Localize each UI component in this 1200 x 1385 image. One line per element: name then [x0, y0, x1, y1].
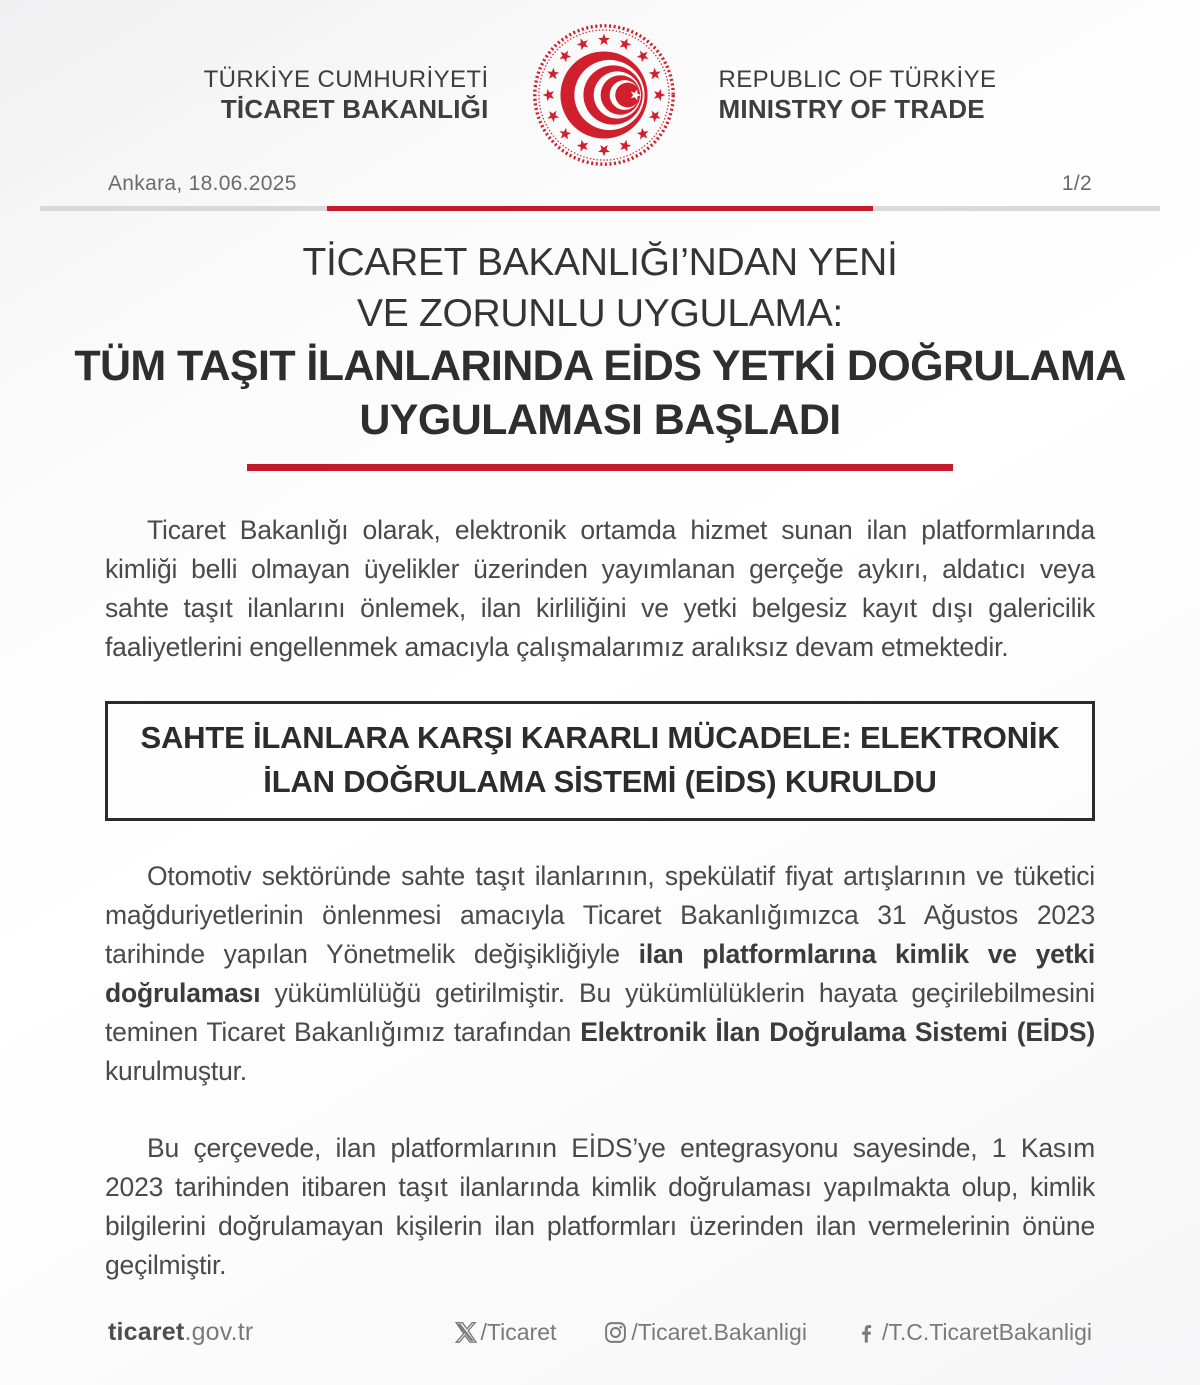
social-facebook	[855, 1319, 1092, 1346]
headline-line1: TİCARET BAKANLIĞI’NDAN YENİ	[302, 241, 898, 284]
org-name-turkish	[204, 65, 489, 126]
org-left-line1: TÜRKİYE CUMHURİYETİ	[203, 65, 489, 93]
paragraph-2-text: Otomotiv sektöründe sahte taşıt ilanlarının, spekülatif fiyat artışlarının ve tüketici mağduriyetlerinin önlenmesi amacıyla Ticaret Bakanlığımızca 31 Ağustos 2023 tarihinde yapılan Yönetmelik değişikliğiyle	[105, 861, 1095, 969]
headline	[0, 237, 1200, 447]
headline-line2: VE ZORUNLU UYGULAMA:	[357, 292, 843, 336]
paragraph-2-text: kurulmuştur.	[105, 1055, 247, 1086]
page-indicator: 1/2	[1061, 172, 1092, 195]
section-heading: SAHTE İLANLARA KARŞI KARARLI MÜCADELE: ELEKTRONİK İLAN DOĞRULAMA SİSTEMİ (EİDS) KURULDU	[140, 720, 1060, 799]
dateline: Ankara, 18.06.2025	[108, 172, 297, 195]
header-divider	[40, 206, 1160, 211]
x-icon	[454, 1321, 477, 1344]
social-instagram	[604, 1319, 807, 1346]
org-left-line2: TİCARET BAKANLIĞI	[220, 93, 489, 124]
paragraph-2-bold-2: Elektronik İlan Doğrulama Sistemi (EİDS)	[580, 1016, 1095, 1047]
paragraph-2-bold-1: ilan platformlarına kimlik ve yetki doğrulaması	[105, 938, 1095, 1008]
paragraph-2-text: yükümlülüğü getirilmiştir. Bu yükümlülüklerin hayata geçirilebilmesini teminen Ticaret Bakanlığımız tarafından	[105, 977, 1095, 1047]
org-name-english	[719, 65, 997, 126]
instagram-icon	[604, 1321, 627, 1344]
website-url-bold: ticaret	[108, 1318, 185, 1346]
social-instagram-handle: /Ticaret.Bakanligi	[631, 1319, 807, 1345]
org-right-line2: MINISTRY OF TRADE	[718, 93, 985, 124]
header-divider-accent	[327, 206, 873, 211]
body-content	[105, 471, 1095, 1284]
social-facebook-handle: /T.C.TicaretBakanligi	[881, 1319, 1092, 1345]
social-handles	[454, 1319, 1092, 1346]
paragraph-2	[105, 857, 1095, 1091]
website-url	[108, 1318, 253, 1347]
social-x-handle: /Ticaret	[480, 1319, 557, 1345]
headline-underline	[247, 464, 953, 471]
headline-line4: UYGULAMASI BAŞLADI	[359, 395, 841, 444]
facebook-icon	[855, 1321, 878, 1344]
meta-row	[108, 172, 1092, 196]
paragraph-1: Ticaret Bakanlığı olarak, elektronik ortamda hizmet sunan ilan platformlarında kimliği belli olmayan üyelikler üzerinden yayımlanan gerçeğe aykırı, aldatıcı veya sahte taşıt ilanlarını önlemek, ilan kirliliğini ve yetki belgesiz kayıt dışı galericilik faaliyetlerini engellenmek amacıyla çalışmalarımız aralıksız devam etmektedir.	[105, 515, 1095, 663]
social-x	[454, 1319, 557, 1346]
paragraph-3: Bu çerçevede, ilan platformlarının EİDS’ye entegrasyonu sayesinde, 1 Kasım 2023 tarihinden itibaren taşıt ilanlarında kimlik doğrulaması yapılmakta olup, kimlik bilgilerini doğrulamayan kişilerin ilan platformları üzerinden ilan vermelerinin önüne geçilmiştir.	[105, 1132, 1095, 1280]
section-heading-box	[105, 701, 1095, 821]
org-right-line1: REPUBLIC OF TÜRKİYE	[718, 65, 997, 93]
headline-line3: TÜM TAŞIT İLANLARINDA EİDS YETKİ DOĞRULAMA	[74, 341, 1126, 390]
header	[0, 20, 1200, 170]
footer	[108, 1298, 1092, 1385]
website-url-rest: .gov.tr	[184, 1318, 254, 1346]
ministry-of-trade-logo-icon	[529, 20, 679, 170]
